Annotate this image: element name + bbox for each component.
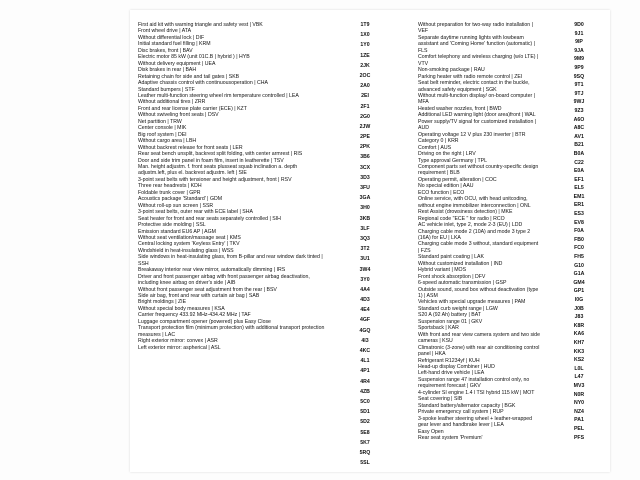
option-code: FB0	[574, 236, 584, 243]
option-line-text: Without cargo area | LBH	[138, 138, 197, 145]
option-code: L0L	[574, 365, 584, 372]
option-code: 3H0	[360, 205, 370, 212]
option-line-text: Operating voltage 12 V plus 230 inverter | BTR	[418, 131, 526, 138]
option-code: EV8	[574, 219, 584, 226]
option-code: L47	[574, 374, 584, 381]
option-line-text: Separate daytime running lights with lowbeam assistant and 'Coming Home' function (automatic) | FLS	[418, 34, 537, 54]
option-line	[418, 332, 540, 345]
option-code: 4ZB	[360, 388, 370, 395]
option-code: 2PE	[360, 134, 370, 141]
option-code: AV1	[574, 133, 584, 140]
option-line-text: Left exterior mirror: aspherical | ASL	[138, 344, 221, 351]
option-code: 4P1	[360, 368, 370, 375]
option-code: NZ4	[574, 408, 584, 415]
option-code: 9M9	[573, 56, 585, 63]
option-code: I0G	[574, 297, 584, 303]
option-code: 3D3	[360, 174, 370, 181]
option-line-text: Three rear headrests | KDH	[138, 183, 202, 190]
option-code: 2PK	[359, 144, 371, 151]
option-code: A6O	[573, 116, 585, 123]
option-line-text: 3-point seat belts with tensioner and height adjustment, front | RSV	[138, 176, 292, 183]
option-line-text: Suspension range 01 | GKV	[418, 318, 483, 325]
option-code: J83	[574, 314, 584, 321]
option-line-text: Category 0 | KRR	[418, 138, 459, 145]
option-line-text: Disc brakes, front | BAV	[138, 47, 193, 54]
option-code: PEL	[573, 425, 585, 432]
option-code: 9IP	[575, 39, 583, 46]
option-code: 5SL	[360, 460, 370, 467]
option-line-text: Seat heater for front and rear seats separately controlled | SIH	[138, 215, 281, 222]
option-code: G10	[574, 262, 584, 269]
middle-description-column	[418, 22, 540, 441]
option-code: KS2	[573, 357, 585, 364]
option-line	[138, 274, 326, 287]
option-line-text: 3-spoke leather steering wheel + leather-wrapped gear lever and handbrake lever | LEA	[418, 415, 534, 429]
option-line-text: Refrigerant R1234yf | KUH	[418, 357, 480, 364]
option-line-text: Net partition | TRW	[138, 118, 182, 125]
option-line	[418, 435, 540, 441]
option-line-text: Rear seat system 'Premium'	[418, 435, 483, 441]
option-line	[418, 287, 540, 300]
option-line-text: Adaptive chassis control with continuousoperation | CHA	[138, 80, 268, 87]
option-line-text: Emission standard EU6 AP | AGM	[138, 228, 216, 235]
option-code: 2JK	[360, 62, 370, 69]
right-code-column	[555, 22, 603, 443]
option-code: 4GF	[359, 317, 371, 324]
option-line-text: Operating permit, alteration | COC	[418, 176, 497, 183]
option-code: 3KB	[359, 215, 371, 222]
option-line-text: Comfort telephony and wireless charging (w/o LTE) | VTV	[418, 54, 540, 67]
option-line-text: Without special body measures | KSA	[138, 305, 225, 312]
option-line-text: Standard paint coating | LAK	[418, 254, 484, 261]
option-line-text: Leather multi-function steering wheel rim temperature controlled | LEA	[138, 92, 299, 99]
option-line-text: Seat belt reminder, electric contact in the buckle, advanced safety equipment | SGK	[418, 80, 532, 93]
option-code: 9WJ	[573, 99, 585, 106]
option-line-text: Head-up display Combiner | HUD	[418, 364, 495, 371]
option-code: 2F1	[360, 103, 370, 110]
option-line-text: First aid kit with warning triangle and safety vest | VBK	[138, 22, 263, 28]
option-line-text: Door and side trim panel in foam film, insert in leatherette | TSV	[138, 157, 284, 164]
option-line-text: Protective side molding | SSL	[138, 222, 206, 229]
option-line-text: Central locking system 'Keyless Entry' | TKV	[138, 241, 240, 248]
option-code: EL5	[574, 185, 584, 192]
option-code: C22	[574, 159, 584, 166]
option-line-text: Non-smoking package | RAU	[418, 67, 485, 74]
option-line-text: Driver and front passenger airbag with front passenger airbag deactivation, including knee airbag on driver's side | AIB	[138, 273, 312, 287]
option-code: 9TJ	[574, 90, 584, 97]
option-line-text: Acoustics package 'Standard' | GDM	[138, 196, 223, 203]
option-code: 2G0	[360, 113, 370, 120]
option-line-text: Without roll-up sun screen | SSR	[138, 202, 214, 209]
option-code: 5E8	[360, 429, 370, 436]
option-code: FC0	[574, 245, 584, 252]
option-codes-sheet	[130, 10, 610, 472]
option-line-text: Vehicles with special upgrade measures | PAM	[418, 299, 526, 306]
option-line-text: Transport protection film (minimum protection) with additional transport protection measures | LAC	[138, 325, 326, 338]
option-line-text: Component parts set without country-specific design requirement | BLB	[418, 163, 540, 177]
option-code: FH5	[574, 254, 584, 261]
option-line-text: Front wheel drive | ATA	[138, 28, 192, 35]
option-line-text: Without preparation for two-way radio installation | VEF	[418, 22, 535, 35]
option-line-text: Without differential lock | DIF	[138, 34, 205, 41]
option-code: 1T9	[360, 22, 370, 28]
option-line-text: Standard bumpers | STF	[138, 86, 195, 93]
option-line-text: Man. height adjustm. f. front seats plusseat squab inclination a. depth adjustm.left, plus el. backrest adjustm. left | SIE	[138, 163, 299, 177]
option-code: 3CX	[359, 164, 371, 171]
option-line	[418, 35, 540, 54]
option-line-text: Without front passenger seat adjustment from the rear | BSV	[138, 286, 277, 293]
option-line-text: Standard curb weight range | LGW	[418, 305, 498, 312]
option-code: ER1	[573, 202, 585, 209]
option-line-text: Front shock absorption | DFV	[418, 273, 486, 280]
option-line-text: Bright moldings | ZIE	[138, 299, 187, 306]
option-line-text: Electric motor 85 kW (unit 01C.B | hybrid ) | HYB	[138, 54, 250, 61]
option-code: 4GQ	[359, 327, 371, 334]
option-line-text: 3-point seat belts, outer rear with ECE label | SHA	[138, 209, 253, 216]
option-line	[418, 345, 540, 358]
option-line-text: Rest Assist (drowsiness detection) | MKE	[418, 209, 513, 216]
option-code: 2JW	[359, 123, 371, 130]
option-code: 2EI	[361, 93, 369, 100]
option-code: 4D3	[360, 297, 370, 304]
option-code: ES3	[574, 211, 584, 218]
option-line-text: Side air bag, front and rear with curtain air bag | SAB	[138, 293, 260, 300]
option-code: J0B	[574, 305, 584, 312]
option-line	[138, 345, 326, 351]
option-line-text: Left-hand drive vehicle | LEA	[418, 370, 485, 377]
option-code: 4E4	[360, 307, 370, 314]
option-line-text: Sportsback | KAR	[418, 325, 459, 332]
option-line-text: Charging cable mode 3 without, standard equipment | FZS	[418, 241, 540, 254]
option-line-text: Climatronic (3-zone) with rear air conditioning control panel | HKA	[418, 344, 541, 358]
option-line-text: Without backrest release for front seats | LER	[138, 144, 243, 151]
option-code: G1A	[573, 271, 585, 278]
option-code: B21	[574, 142, 584, 149]
option-code: 3Q3	[360, 235, 370, 242]
option-line-text: Foldable trunk cover | GPR	[138, 189, 201, 196]
option-code: 3Y0	[360, 276, 370, 283]
option-code: EM1	[573, 193, 585, 200]
option-line	[418, 119, 540, 132]
option-line-text: Suspension range 47 installation control only, no requirement forecast | GKV	[418, 376, 531, 390]
option-code: 3GA	[359, 195, 371, 202]
option-line-text: Big roof system | DEI	[138, 131, 187, 138]
option-line-text: ECO function | ECO	[418, 189, 465, 196]
option-line-text: Type approval Germany | TPL	[418, 157, 488, 164]
option-code: KH7	[573, 339, 585, 346]
option-code: PFS	[573, 434, 585, 441]
option-code: 3B6	[360, 154, 370, 161]
option-line-text: Breakaway interior rear view mirror, automatically dimming | IRS	[138, 267, 286, 274]
option-line-text: Disk brakes in rear | BAH	[138, 67, 197, 74]
option-code: 9D0	[574, 22, 584, 28]
option-line-text: Front and rear license plate carrier (ECE) | KZT	[138, 105, 247, 112]
option-line-text: Without seat ventilation/massage seat | KMS	[138, 234, 241, 241]
option-code: 3U1	[360, 256, 370, 263]
option-code: 1Y0	[360, 42, 370, 49]
option-code: 4R4	[360, 378, 370, 385]
option-code: N0R	[573, 391, 585, 398]
option-code: 4I3	[361, 337, 369, 344]
option-line-text: Easy Open	[418, 428, 444, 435]
option-code: KA6	[573, 331, 585, 338]
option-line	[138, 254, 326, 267]
option-code: MV3	[573, 382, 585, 389]
option-line-text: Rear seat bench unsplit, backrest split folding, with center armrest | RIS	[138, 151, 303, 158]
option-code: KK3	[573, 348, 585, 355]
option-line	[418, 93, 540, 106]
option-line-text: Without additional tires | ZRR	[138, 99, 206, 106]
option-line-text: Charging cable mode 2 (10A) and mode 3 type 2 (16A) for EU | LKA	[418, 228, 532, 241]
option-code: 5RQ	[359, 449, 371, 456]
option-line-text: Outside sound, sound box without deactivation (type 1) | ASM	[418, 286, 540, 300]
option-line-text: Seat covering | SIB	[418, 396, 463, 403]
option-code: 5K7	[360, 439, 370, 446]
option-line	[418, 196, 540, 209]
option-code: 3T2	[360, 246, 370, 253]
option-code: 5C0	[360, 398, 370, 405]
option-code: 2A0	[360, 83, 370, 90]
middle-code-column	[316, 22, 414, 470]
option-line-text: Luggage compartment opener (powered) plus Easy Close	[138, 318, 271, 325]
option-line-text: No special edition | AAU	[418, 183, 474, 190]
option-code: 9SQ	[573, 73, 585, 80]
option-line	[138, 164, 326, 177]
option-line-text: Retaining chain for side and tail gates | SKB	[138, 73, 240, 80]
option-code: A8C	[573, 125, 585, 132]
option-code: PA1	[574, 417, 584, 424]
option-line	[418, 164, 540, 177]
option-line	[418, 229, 540, 242]
option-line-text: Online service, with OCU, with head unitcoding, without engine immobilizer interconnection | ONL	[418, 196, 531, 209]
option-code: 3W4	[359, 266, 371, 273]
option-line-text: Hybrid variant | MOS	[418, 267, 467, 274]
option-line-text: Standard battery/alternator capacity | BGK	[418, 402, 516, 409]
option-line-text: With front and rear view camera system and two side cameras | KSU	[418, 331, 542, 345]
option-code: E0A	[573, 168, 585, 175]
option-code: 5D1	[360, 409, 370, 416]
option-line	[138, 325, 326, 338]
option-line-text: Additional LED warning light (door area)front | WAL	[418, 112, 536, 119]
option-line-text: Private emergency call system | RUP	[418, 409, 504, 416]
option-line-text: 4-cylinder SI engine 1.4 l TSI hybrid 115 kW | MOT	[418, 389, 535, 396]
option-code: 1ZE	[360, 52, 370, 59]
option-code: 9Z3	[574, 107, 584, 114]
option-line	[418, 22, 540, 35]
option-line-text: S20 A (92 Ah) battery | BAT	[418, 312, 481, 319]
option-line-text: Regional code "ECE " for radio | RCO	[418, 215, 505, 222]
option-line-text: Without delivery equipment | UEA	[138, 60, 216, 67]
option-line-text: Windshield in heat-insulating glass | WSS	[138, 247, 234, 254]
option-line	[418, 241, 540, 254]
option-line-text: Heated washer nozzles, front | BWD	[418, 105, 502, 112]
option-line-text: Side windows in heat-insulating glass, from B-pillar and rear window dark tinted | SSH	[138, 254, 325, 267]
option-line	[418, 416, 540, 429]
option-line	[418, 80, 540, 93]
option-line-text: Power supply/TV signal for customized installation | AUD	[418, 118, 538, 132]
option-code: GP1	[573, 288, 585, 295]
option-line-text: 6-speed automatic transmission | GSP	[418, 280, 507, 287]
option-line-text: Carrier frequency 433.92 MHz-434.42 MHz | TAF	[138, 312, 251, 319]
option-line-text: Without swiveling front seats | DSV	[138, 112, 219, 119]
option-line-text: Driving on the right | LRV	[418, 151, 476, 158]
option-code: 9P9	[574, 64, 584, 71]
option-line-text: Right exterior mirror: convex | ASR	[138, 338, 218, 345]
option-code: EF1	[574, 176, 584, 183]
option-code: 9J1	[574, 30, 584, 37]
option-code: 5D2	[360, 419, 370, 426]
option-code: 9T1	[574, 82, 584, 89]
option-code: B0A	[573, 150, 585, 157]
option-line-text: Without multi-function display/ on-board computer | MFA	[418, 92, 537, 106]
option-code: 3FU	[360, 185, 370, 191]
option-code: 3LF	[360, 225, 370, 232]
option-line-text: Comfort | AUS	[418, 144, 452, 151]
option-line-text: Center console | MIK	[138, 125, 187, 132]
option-line-text: AC vehicle inlet, type 2, mode 2-3 (EU) | LDD	[418, 222, 523, 229]
option-code: 9JA	[574, 47, 584, 54]
option-line-text: Initial standard fuel filling | KRM	[138, 41, 211, 48]
option-code: 4L1	[360, 358, 370, 365]
option-line-text: Parking heater with radio remote control | ZEI	[418, 73, 523, 80]
option-code: K8R	[573, 322, 585, 329]
option-code: 4A4	[360, 286, 370, 293]
option-code: GM4	[573, 279, 585, 286]
option-code: 1X0	[360, 32, 370, 39]
left-column	[138, 22, 326, 351]
option-line-text: Without customized installation | IND	[418, 260, 503, 267]
option-line	[418, 377, 540, 390]
option-line	[418, 54, 540, 67]
option-code: F0A	[574, 228, 584, 235]
option-code: 2OC	[359, 72, 371, 79]
option-code: NY0	[573, 400, 585, 407]
option-code: 4KC	[359, 348, 371, 354]
